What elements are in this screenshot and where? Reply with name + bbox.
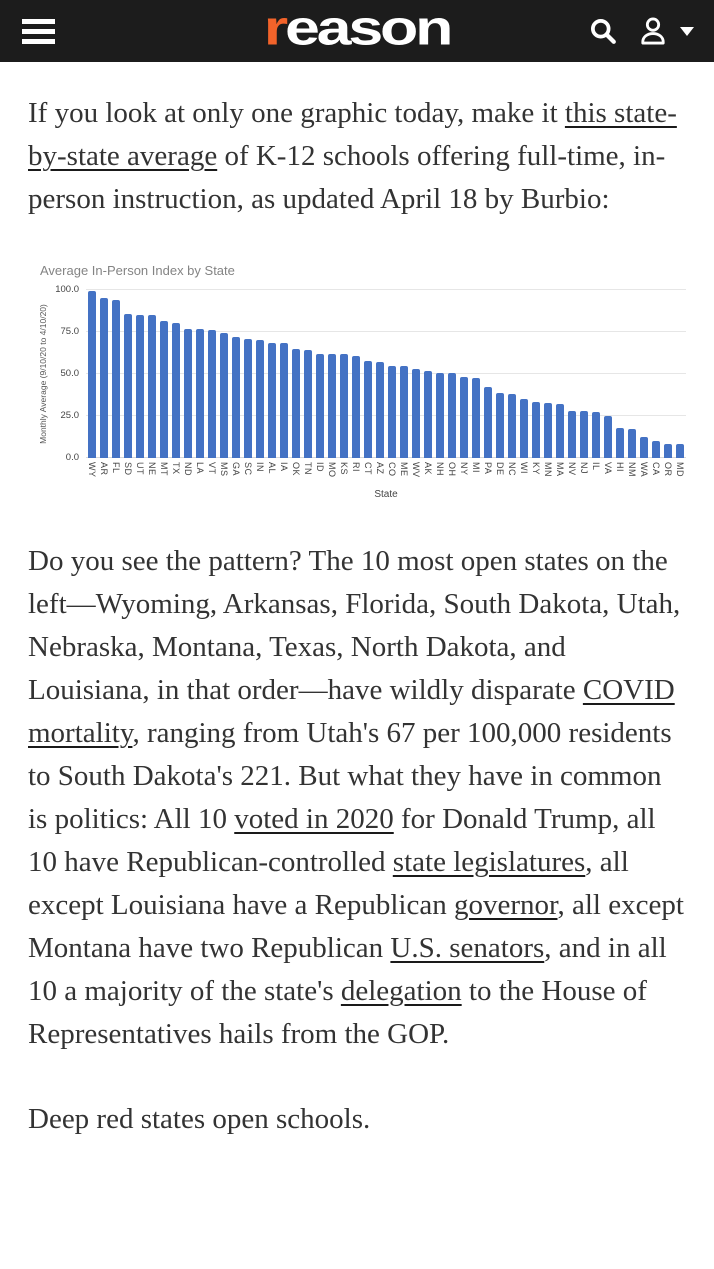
text-run: If you look at only one graphic today, make it [28,97,565,129]
x-tick-slot [626,458,638,478]
text-run: , and in all 10 a majority of the state's [28,931,667,1007]
x-tick-label: NV [567,462,577,476]
hamburger-icon [22,19,55,24]
x-tick-label: MS [219,462,229,477]
x-tick-slot [98,458,110,478]
bar-slot [626,429,638,458]
x-tick-slot [266,458,278,478]
x-tick-slot [530,458,542,478]
x-tick-label: MD [675,462,685,477]
x-tick-slot [386,458,398,478]
inline-link[interactable]: COVID mortality [28,673,675,749]
x-tick-label: WY [87,462,97,478]
text-run: of K-12 schools offering full-time, in-person instruction, as updated April 18 by Burbio: [28,140,666,215]
bar [628,429,636,458]
x-tick-label: NE [147,462,157,476]
x-tick-slot [230,458,242,478]
bar-slot [638,437,650,458]
bar [508,394,516,458]
x-tick-label: IA [279,462,289,472]
intro-paragraph-container [28,92,686,221]
bar [256,340,264,458]
x-tick-label: FL [111,462,121,474]
x-tick-label: PA [483,462,493,475]
x-tick-slot [254,458,266,478]
bar-slot [410,369,422,458]
inline-link[interactable]: this state-by-state average [28,97,677,172]
inline-link[interactable]: state legislatures [392,845,586,878]
bar [616,428,624,458]
inline-link[interactable]: delegation [340,974,462,1007]
paragraph [28,540,686,1056]
site-header [0,0,714,62]
x-tick-slot [638,458,650,478]
x-tick-label: MN [543,462,553,477]
text-run: Deep red states open schools. [28,1102,371,1135]
bar-slot [230,337,242,458]
x-tick-label: TN [303,462,313,475]
x-tick-label: CO [387,462,397,477]
x-tick-label: TX [171,462,181,475]
bar-slot [278,343,290,458]
bar-slot [302,350,314,458]
bar-slot [446,373,458,458]
x-tick-slot [506,458,518,478]
x-tick-slot [146,458,158,478]
x-tick-label: WI [519,462,529,474]
x-tick-slot [110,458,122,478]
x-tick-label: HI [615,462,625,472]
text-run: , all except Montana have two Republican [28,888,684,964]
bar [640,437,648,458]
bar-slot [146,315,158,458]
article-body [0,62,714,1141]
bar-slot [110,300,122,458]
x-tick-label: WA [639,462,649,478]
x-tick-label: NM [627,462,637,477]
bar-slot [674,444,686,458]
bar [196,329,204,458]
bar-slot [566,411,578,458]
x-tick-slot [374,458,386,478]
bar-slot [242,339,254,458]
x-tick-slot [410,458,422,478]
bar-slot [362,361,374,458]
x-tick-label: IN [255,462,265,472]
bar-slot [182,329,194,458]
caret-down-icon [680,27,694,36]
x-tick-label: NC [507,462,517,476]
bar-slot [386,366,398,458]
logo-rest: eason [284,1,451,56]
y-axis-title: Monthly Average (9/10/20 to 4/10/20) [38,304,48,444]
bar-slot [422,371,434,458]
bar [232,337,240,458]
bar-slot [218,333,230,458]
bar [244,339,252,458]
bar [436,373,444,458]
bar [472,378,480,458]
x-tick-label: GA [231,462,241,477]
bar-slot [578,411,590,458]
y-tick-label: 100.0 [55,284,79,295]
bar-slot [86,291,98,458]
bar-slot [266,343,278,458]
bar-slot [434,373,446,458]
x-tick-slot [314,458,326,478]
x-tick-label: OK [291,462,301,477]
x-tick-slot [206,458,218,478]
bar-slot [254,340,266,458]
x-tick-slot [470,458,482,478]
bar [664,444,672,458]
bar [376,362,384,458]
bar-slot [506,394,518,458]
bar-slot [518,399,530,458]
x-tick-label: CA [651,462,661,476]
chart-title: Average In-Person Index by State [40,263,235,278]
x-tick-label: NJ [579,462,589,474]
x-tick-label: VA [603,462,613,475]
x-tick-label: MI [471,462,481,473]
x-tick-slot [578,458,590,478]
x-axis-title-row [86,484,686,502]
x-tick-label: MO [327,462,337,478]
bar [160,321,168,458]
bar [304,350,312,458]
bar-slot [590,412,602,458]
bar-slot [194,329,206,458]
text-run: Do you see the pattern? The 10 most open states on the left—Wyoming, Arkansas, Florida, South Dakota, Utah, Nebraska, Montana, Texas, North Dakota, and Louisiana, in that order—have wildly disparate [28,544,681,706]
bars-container [86,290,686,458]
x-tick-slot [326,458,338,478]
x-axis-ticks [40,458,688,478]
bar-slot [602,416,614,458]
bar-slot [326,354,338,458]
x-tick-slot [278,458,290,478]
bar [424,371,432,458]
x-tick-label: ME [399,462,409,477]
bar-slot [662,444,674,458]
x-tick-slot [122,458,134,478]
bar [220,333,228,458]
x-tick-label: VT [207,462,217,475]
x-tick-slot [446,458,458,478]
bar [652,441,660,458]
bar [556,404,564,458]
bar [268,343,276,458]
x-tick-label: AK [423,462,433,476]
bar-slot [170,323,182,458]
bar [448,373,456,458]
bar [400,366,408,458]
bar [496,393,504,458]
bar [676,444,684,458]
bar-slot [398,366,410,458]
paragraph [28,1098,686,1141]
y-tick-label: 75.0 [60,326,79,337]
text-run: for Donald Trump, all 10 have Republican-controlled [28,802,656,878]
x-tick-slot [86,458,98,478]
x-axis-title: State [374,488,398,500]
user-icon [636,14,670,48]
bar-slot [530,402,542,458]
bar [592,412,600,458]
x-tick-slot [362,458,374,478]
x-tick-label: LA [195,462,205,475]
x-tick-slot [674,458,686,478]
x-tick-slot [434,458,446,478]
bar-slot [122,314,134,458]
bar-slot [290,349,302,458]
bar [568,411,576,458]
x-tick-slot [494,458,506,478]
plot-area [86,290,686,458]
bar [460,377,468,458]
x-tick-slot [218,458,230,478]
x-tick-label: MA [555,462,565,477]
x-tick-slot [602,458,614,478]
x-tick-label: NH [435,462,445,476]
bar [520,399,528,458]
bar [136,315,144,458]
x-axis-spacer [40,458,86,478]
bar-slot [650,441,662,458]
x-tick-label: OH [447,462,457,477]
x-tick-slot [350,458,362,478]
bar-slot [158,321,170,458]
bar [280,343,288,458]
x-tick-slot [302,458,314,478]
x-tick-slot [566,458,578,478]
x-tick-label: AL [267,462,277,475]
x-tick-slot [518,458,530,478]
text-run: , ranging from Utah's 67 per 100,000 residents to South Dakota's 221. But what they have in common is politics: All 10 [28,716,672,835]
account-menu-button[interactable] [636,14,694,48]
bar [364,361,372,458]
x-tick-label: ID [315,462,325,472]
body-paragraphs-container [28,540,686,1141]
inline-link[interactable]: U.S. senators [390,931,545,964]
x-tick-label: NY [459,462,469,476]
bar-slot [554,404,566,458]
x-tick-label: AZ [375,462,385,475]
x-tick-slot [422,458,434,478]
x-tick-slot [194,458,206,478]
inline-link[interactable]: governor [453,888,558,921]
bar [328,354,336,458]
x-tick-label: UT [135,462,145,475]
x-tick-label: WV [411,462,421,478]
x-tick-slot [554,458,566,478]
bar [484,387,492,458]
hamburger-icon [22,29,55,34]
bar-slot [98,298,110,458]
y-tick-label: 50.0 [60,368,79,379]
bar [316,354,324,458]
x-tick-slot [158,458,170,478]
x-tick-slot [290,458,302,478]
bar [148,315,156,458]
x-tick-slot [650,458,662,478]
y-axis-ticks [40,284,86,463]
x-tick-label: OR [663,462,673,477]
bar [340,354,348,458]
x-tick-label: KY [531,462,541,476]
x-tick-slot [662,458,674,478]
x-tick-slot [170,458,182,478]
bar-slot [338,354,350,458]
text-run: , all except Louisiana have a Republican [28,845,629,921]
x-tick-label: MT [159,462,169,476]
bar-slot [350,356,362,458]
bar [388,366,396,458]
chart-canvas [38,284,688,463]
x-tick-slot [482,458,494,478]
bar-slot [374,362,386,458]
x-tick-label: KS [339,462,349,476]
inperson-index-bar-chart [40,263,688,502]
bar [100,298,108,458]
x-tick-slot [590,458,602,478]
x-tick-slot [134,458,146,478]
x-tick-label: SD [123,462,133,476]
bar [88,291,96,458]
x-tick-label: AR [99,462,109,476]
search-icon [588,16,618,46]
bar-slot [542,403,554,458]
x-tick-label: RI [351,462,361,472]
x-tick-slot [242,458,254,478]
x-tick-label: ND [183,462,193,476]
hamburger-icon [22,39,55,44]
logo-letter-r: r [263,1,285,56]
inline-link[interactable]: voted in 2020 [234,802,394,835]
bar [544,403,552,458]
x-tick-slot [338,458,350,478]
bar-slot [614,428,626,458]
bar [352,356,360,458]
bar-slot [494,393,506,458]
y-tick-label: 25.0 [60,410,79,421]
bar [172,323,180,458]
bar-slot [470,378,482,458]
x-tick-label: IL [591,462,601,471]
x-tick-label: SC [243,462,253,476]
x-tick-slot [458,458,470,478]
y-tick-label: 0.0 [65,452,79,463]
paragraph [28,92,686,221]
bar [604,416,612,458]
reason-logo[interactable] [263,1,451,56]
bar [580,411,588,458]
bar [412,369,420,458]
bar [112,300,120,458]
bar [292,349,300,458]
text-run: to the House of Representatives hails from the GOP. [28,974,647,1050]
bar [532,402,540,458]
bar-slot [314,354,326,458]
search-button[interactable] [588,16,618,46]
bar [124,314,132,458]
hamburger-menu-button[interactable] [20,8,57,55]
x-tick-slot [542,458,554,478]
x-tick-slot [182,458,194,478]
x-tick-label: DE [495,462,505,476]
x-tick-slot [398,458,410,478]
x-tick-label: CT [363,462,373,475]
bar [208,330,216,458]
bar [184,329,192,458]
bar-slot [206,330,218,458]
bar-slot [482,387,494,458]
bar-slot [458,377,470,458]
bar-slot [134,315,146,458]
x-tick-slot [614,458,626,478]
